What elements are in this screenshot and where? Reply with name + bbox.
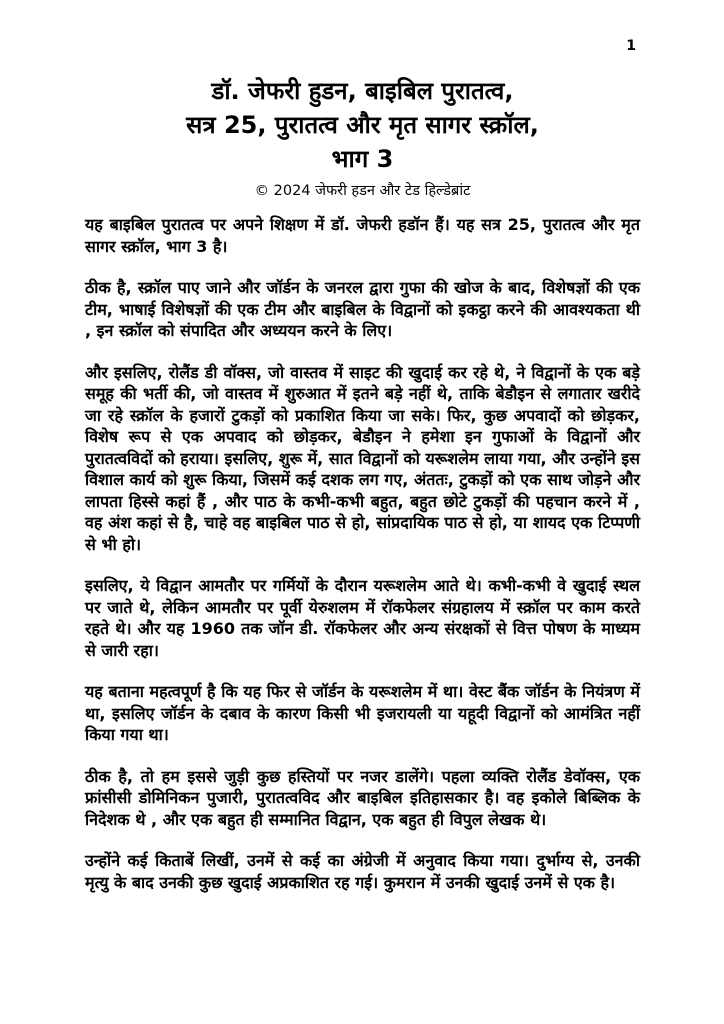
paragraph-3: और इसलिए, रोलैंड डी वॉक्स, जो वास्तव में साइट की खुदाई कर रहे थे, ने विद्वानों के एक बड़े समूह की भर्ती की, जो वास्तव में शुरुआत में इतने बड़े नहीं थे, ताकि बेडौइन से लगातार खरीदे जा रहे स्क्रॉल के हजारों टुकड़ों को प्रकाशित किया जा सके। फिर, कुछ अपवादों को छोड़कर, विशेष रूप से एक अपवाद को छोड़कर, बेडौइन ने हमेशा इन गुफाओं के विद्वानों और पुरातत्वविदों को हराया। इसलिए, शुरू में, सात विद्वानों को यरूशलेम लाया गया, और उन्होंने इस विशाल कार्य को शुरू किया, जिसमें कई दशक लग गए, अंततः, टुकड़ों को एक साथ जोड़ने और लापता हिस्से कहां हैं , और पाठ के कभी-कभी बहुत, बहुत छोटे टुकड़ों की पहचान करने में , वह अंश कहां से है, चाहे वह बाइबिल पाठ से हो, सांप्रदायिक पाठ से हो, या शायद एक टिप्पणी से भी हो। (85, 362, 640, 554)
paragraph-1: यह बाइबिल पुरातत्व पर अपने शिक्षण में डॉ. जेफरी हडॉन हैं। यह सत्र 25, पुरातत्व और मृत सागर स्क्रॉल, भाग 3 है। (85, 215, 640, 256)
document-body (85, 214, 640, 893)
paragraph-4: इसलिए, ये विद्वान आमतौर पर गर्मियों के दौरान यरूशलेम आते थे। कभी-कभी वे खुदाई स्थल पर जाते थे, लेकिन आमतौर पर पूर्वी येरुशलम में रॉकफेलर संग्रहालय में स्क्रॉल पर काम करते रहते थे। और यह 1960 तक जॉन डी. रॉकफेलर और अन्य संरक्षकों से वित्त पोषण के माध्यम से जारी रहा। (85, 576, 640, 660)
document-title (85, 74, 640, 176)
title-line-1: डॉ. जेफरी हुडन, बाइबिल पुरातत्व, (211, 77, 514, 105)
copyright-line: © 2024 जेफरी हडन और टेड हिल्डेब्रांट (254, 183, 471, 199)
title-line-2: सत्र 25, पुरातत्व और मृत सागर स्क्रॉल, (186, 111, 539, 139)
paragraph-2: ठीक है, स्क्रॉल पाए जाने और जॉर्डन के जनरल द्वारा गुफा की खोज के बाद, विशेषज्ञों की एक टीम, भाषाई विशेषज्ञों की एक टीम और बाइबिल के विद्वानों को इकट्ठा करने की आवश्यकता थी , इन स्क्रॉल को संपादित और अध्ययन करने के लिए। (85, 278, 640, 340)
paragraph-7: उन्होंने कई किताबें लिखीं, उनमें से कई का अंग्रेजी में अनुवाद किया गया। दुर्भाग्य से, उनकी मृत्यु के बाद उनकी कुछ खुदाई अप्रकाशित रह गई। कुमरान में उनकी खुदाई उनमें से एक है। (85, 851, 640, 892)
page-number: 1 (626, 38, 636, 54)
title-line-3: भाग 3 (331, 145, 394, 173)
paragraph-6: ठीक है, तो हम इससे जुड़ी कुछ हस्तियों पर नजर डालेंगे। पहला व्यक्ति रोलैंड डेवॉक्स, एक फ्रांसीसी डोमिनिकन पुजारी, पुरातत्वविद और बाइबिल इतिहासकार है। वह इकोले बिब्लिक के निदेशक थे , और एक बहुत ही सम्मानित विद्वान, एक बहुत ही विपुल लेखक थे। (85, 766, 640, 829)
paragraph-5: यह बताना महत्वपूर्ण है कि यह फिर से जॉर्डन के यरूशलेम में था। वेस्ट बैंक जॉर्डन के नियंत्रण में था, इसलिए जॉर्डन के दबाव के कारण किसी भी इजरायली या यहूदी विद्वानों को आमंत्रित नहीं किया गया था। (85, 682, 640, 744)
